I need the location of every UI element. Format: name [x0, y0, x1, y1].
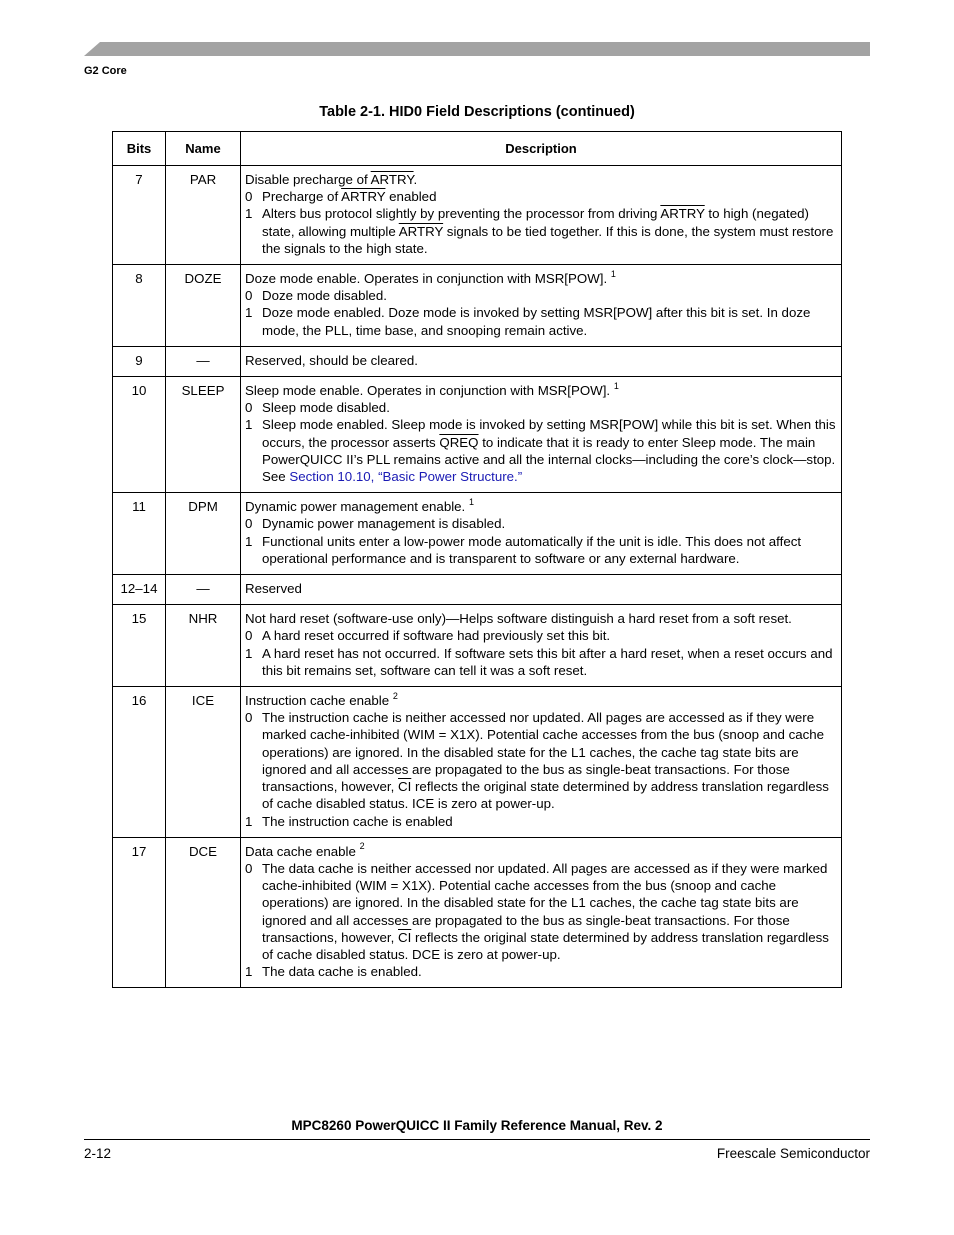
page-number: 2-12 — [84, 1146, 112, 1161]
table-caption: Table 2-1. HID0 Field Descriptions (continued) — [319, 104, 635, 120]
cell-bits: 10 — [113, 377, 166, 493]
table-row — [113, 265, 842, 347]
cell-name: ICE — [166, 687, 241, 838]
hid0-field-table — [112, 131, 842, 988]
cell-bits: 8 — [113, 265, 166, 347]
table-row — [113, 605, 842, 687]
cell-name: PAR — [166, 166, 241, 265]
header-bar — [84, 42, 870, 56]
cell-description: Doze mode enable. Operates in conjunction with MSR[POW]. $^1$ 0 Doze mode disabled. 1 Doze mode enabled. Doze mode is invoked by setting MSR[POW] after this bit is set. In doze mode, the PLL, time base, and snooping remain active. — [241, 265, 842, 347]
cell-bits: 17 — [113, 837, 166, 988]
cell-bits: 9 — [113, 346, 166, 376]
cell-description: Reserved — [241, 575, 842, 605]
cell-description: Disable precharge of ARTRY. 0 Precharge of ARTRY enabled 1 Alters bus protocol slightly by preventing the processor from driving ARTRY to high (negated) state, allowing multiple ARTRY signals to be tied together. If this is done, the system must restore the signals to the high state. — [241, 166, 842, 265]
column-header-name: Name — [166, 132, 241, 166]
cell-name: SLEEP — [166, 377, 241, 493]
cell-bits: 11 — [113, 493, 166, 575]
cell-name: DOZE — [166, 265, 241, 347]
footer-divider — [84, 1139, 870, 1140]
cell-name: NHR — [166, 605, 241, 687]
table-header-row — [113, 132, 842, 166]
cell-bits: 15 — [113, 605, 166, 687]
cell-description: Sleep mode enable. Operates in conjunction with MSR[POW]. $^1$ 0 Sleep mode disabled. 1 Sleep mode enabled. Sleep mode is invoked by setting MSR[POW] while this bit is set. When this occurs, the processor asserts QREQ to indicate that it is ready to enter Sleep mode. The main PowerQUICC II’s PLL remains active and all the internal clocks—including the core’s clock—stop. See Section 10.10, “Basic Power Structure.” — [241, 377, 842, 493]
cell-bits: 12–14 — [113, 575, 166, 605]
cell-bits: 16 — [113, 687, 166, 838]
company-name: Freescale Semiconductor — [716, 1146, 870, 1161]
footer-title: MPC8260 PowerQUICC II Family Reference Manual, Rev. 2 — [291, 1118, 663, 1133]
table-row — [113, 346, 842, 376]
cell-description: Not hard reset (software-use only)—Helps software distinguish a hard reset from a soft reset. 0 A hard reset occurred if software had previously set this bit. 1 A hard reset has not occurred. If software sets this bit after a hard reset, when a reset occurs and this bit remains set, software can tell it was a soft reset. — [241, 605, 842, 687]
table-row — [113, 837, 842, 988]
cell-name: — — [166, 346, 241, 376]
section-label: G2 Core — [84, 65, 127, 77]
table-row — [113, 493, 842, 575]
cell-name: DPM — [166, 493, 241, 575]
column-header-description: Description — [241, 132, 842, 166]
cell-name: DCE — [166, 837, 241, 988]
column-header-bits: Bits — [113, 132, 166, 166]
cell-description: Dynamic power management enable. $^1$ 0 Dynamic power management is disabled. 1 Functional units enter a low-power mode automatically if the unit is idle. This does not affect operational performance and is transparent to software or any external hardware. — [241, 493, 842, 575]
cell-description: Data cache enable $^2$ 0 The data cache is neither accessed nor updated. All pages are accessed as if they were marked cache-inhibited (WIM = X1X). Potential cache accesses from the bus (snoop and cache operations) are ignored. In the disabled state for the L1 caches, the cache tag state bits are ignored and all accesses are propagated to the bus as single-beat transactions. For those transactions, however, $\overline{CI}$ reflects the original state determined by address translation regardless of cache disabled status. DCE is zero at power-up. 1 The data cache is enabled. — [241, 837, 842, 988]
table-row — [113, 377, 842, 493]
table-row — [113, 166, 842, 265]
cell-name: — — [166, 575, 241, 605]
cell-bits: 7 — [113, 166, 166, 265]
table-row — [113, 575, 842, 605]
cell-description: Instruction cache enable $^2$ 0 The instruction cache is neither accessed nor updated. All pages are accessed as if they were marked cache-inhibited (WIM = X1X). Potential cache accesses from the bus (snoop and cache operations) are ignored. In the disabled state for the L1 caches, the cache tag state bits are ignored and all accesses are propagated to the bus as single-beat transactions. For those transactions, however, $\overline{CI}$ reflects the original state determined by address translation regardless of cache disabled status. ICE is zero at power-up. 1 The instruction cache is enabled — [241, 687, 842, 838]
table-row — [113, 687, 842, 838]
cell-description: Reserved, should be cleared. — [241, 346, 842, 376]
